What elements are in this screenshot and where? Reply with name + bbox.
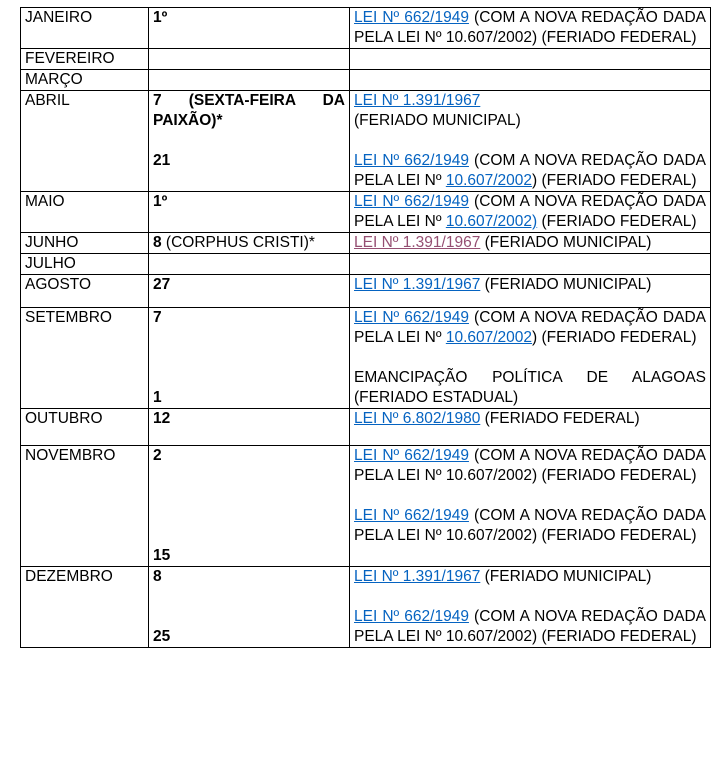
law-text: EMANCIPAÇÃO POLÍTICA DE ALAGOAS (FERIADO ESTADUAL) bbox=[354, 369, 706, 406]
table-row bbox=[21, 254, 711, 275]
law-link[interactable]: LEI Nº 1.391/1967 bbox=[354, 276, 481, 293]
law-cell bbox=[350, 8, 711, 49]
law-text: (FERIADO FEDERAL) bbox=[537, 213, 697, 230]
day-entry: 8 bbox=[153, 568, 162, 585]
law-link[interactable]: LEI Nº 1.391/1967 bbox=[354, 568, 481, 585]
law-link[interactable]: LEI Nº 662/1949 bbox=[354, 193, 469, 210]
law-text: (FERIADO MUNICIPAL) bbox=[354, 112, 521, 129]
table-row bbox=[21, 409, 711, 446]
day-entry: 7 (SEXTA-FEIRA DA PAIXÃO)* bbox=[153, 92, 345, 129]
day-entry: 1 bbox=[153, 389, 162, 406]
law-link[interactable]: LEI Nº 6.802/1980 bbox=[354, 410, 481, 427]
table-row bbox=[21, 91, 711, 192]
law-link[interactable]: LEI Nº 662/1949 bbox=[354, 152, 469, 169]
day-cell: 1º bbox=[149, 192, 350, 233]
table-row bbox=[21, 275, 711, 308]
table-row bbox=[21, 192, 711, 233]
law-text: (COM A NOVA REDAÇÃO DADA PELA LEI Nº 10.607/2002) (FERIADO FEDERAL) bbox=[354, 447, 706, 484]
day-entry: 7 bbox=[153, 309, 162, 326]
table-row bbox=[21, 49, 711, 70]
month-cell: JUNHO bbox=[21, 233, 149, 254]
law-text: (FERIADO MUNICIPAL) bbox=[480, 276, 652, 293]
law-text: ) (FERIADO FEDERAL) bbox=[532, 172, 697, 189]
holiday-table bbox=[20, 7, 711, 648]
law-text: (COM A NOVA REDAÇÃO DADA PELA LEI Nº 10.607/2002) (FERIADO FEDERAL) bbox=[354, 507, 706, 544]
law-link[interactable]: LEI Nº 662/1949 bbox=[354, 608, 469, 625]
month-cell: DEZEMBRO bbox=[21, 567, 149, 648]
day-cell bbox=[149, 233, 350, 254]
law-text: (COM A NOVA REDAÇÃO DADA PELA LEI Nº 10.607/2002) (FERIADO FEDERAL) bbox=[354, 608, 706, 645]
law-link[interactable]: LEI Nº 662/1949 bbox=[354, 507, 469, 524]
law-link[interactable]: LEI Nº 662/1949 bbox=[354, 447, 469, 464]
day-cell bbox=[149, 254, 350, 275]
law-cell bbox=[350, 409, 711, 446]
day-cell: 12 bbox=[149, 409, 350, 446]
law-text: (FERIADO MUNICIPAL) bbox=[480, 234, 652, 251]
day-entry: 2 bbox=[153, 447, 162, 464]
law-cell bbox=[350, 254, 711, 275]
month-cell: MARÇO bbox=[21, 70, 149, 91]
law-cell bbox=[350, 91, 711, 192]
law-cell bbox=[350, 192, 711, 233]
law-cell bbox=[350, 446, 711, 567]
law-text: (FERIADO FEDERAL) bbox=[480, 410, 640, 427]
law-cell bbox=[350, 308, 711, 409]
law-text: (COM A NOVA REDAÇÃO DADA PELA LEI Nº bbox=[354, 309, 706, 346]
day-entry: 21 bbox=[153, 152, 171, 169]
law-text: (FERIADO MUNICIPAL) bbox=[480, 568, 652, 585]
law-link[interactable]: LEI Nº 662/1949 bbox=[354, 9, 469, 26]
law-cell bbox=[350, 275, 711, 308]
day-entry: 15 bbox=[153, 547, 171, 564]
month-cell: JULHO bbox=[21, 254, 149, 275]
table-row bbox=[21, 567, 711, 648]
table-row bbox=[21, 70, 711, 91]
law-text: (COM A NOVA REDAÇÃO DADA PELA LEI Nº bbox=[354, 193, 706, 230]
law-link[interactable]: 10.607/2002 bbox=[445, 329, 533, 346]
table-row bbox=[21, 446, 711, 567]
law-link[interactable]: LEI Nº 1.391/1967 bbox=[354, 234, 481, 251]
table-row bbox=[21, 233, 711, 254]
month-cell: NOVEMBRO bbox=[21, 446, 149, 567]
month-cell: OUTUBRO bbox=[21, 409, 149, 446]
law-text: (COM A NOVA REDAÇÃO DADA PELA LEI Nº 10.607/2002) (FERIADO FEDERAL) bbox=[354, 9, 706, 46]
law-link[interactable]: 10.607/2002 bbox=[445, 172, 533, 189]
law-text: (COM A NOVA REDAÇÃO DADA PELA LEI Nº bbox=[354, 152, 706, 189]
day-number: 8 bbox=[153, 234, 162, 251]
table-row bbox=[21, 308, 711, 409]
day-cell bbox=[149, 308, 350, 409]
day-entry: 25 bbox=[153, 628, 171, 645]
law-cell bbox=[350, 233, 711, 254]
law-cell bbox=[350, 49, 711, 70]
month-cell: ABRIL bbox=[21, 91, 149, 192]
day-cell bbox=[149, 446, 350, 567]
day-note: (CORPHUS CRISTI)* bbox=[161, 234, 315, 251]
law-link[interactable]: LEI Nº 1.391/1967 bbox=[354, 92, 481, 109]
day-cell bbox=[149, 91, 350, 192]
table-row bbox=[21, 8, 711, 49]
law-text: ) (FERIADO FEDERAL) bbox=[532, 329, 697, 346]
month-cell: JANEIRO bbox=[21, 8, 149, 49]
law-link[interactable]: LEI Nº 662/1949 bbox=[354, 309, 469, 326]
day-cell bbox=[149, 70, 350, 91]
month-cell: AGOSTO bbox=[21, 275, 149, 308]
law-cell bbox=[350, 567, 711, 648]
law-link[interactable]: 10.607/2002) bbox=[445, 213, 538, 230]
day-cell bbox=[149, 49, 350, 70]
month-cell: SETEMBRO bbox=[21, 308, 149, 409]
law-cell bbox=[350, 70, 711, 91]
month-cell: MAIO bbox=[21, 192, 149, 233]
month-cell: FEVEREIRO bbox=[21, 49, 149, 70]
day-cell: 27 bbox=[149, 275, 350, 308]
day-cell bbox=[149, 567, 350, 648]
day-cell: 1º bbox=[149, 8, 350, 49]
